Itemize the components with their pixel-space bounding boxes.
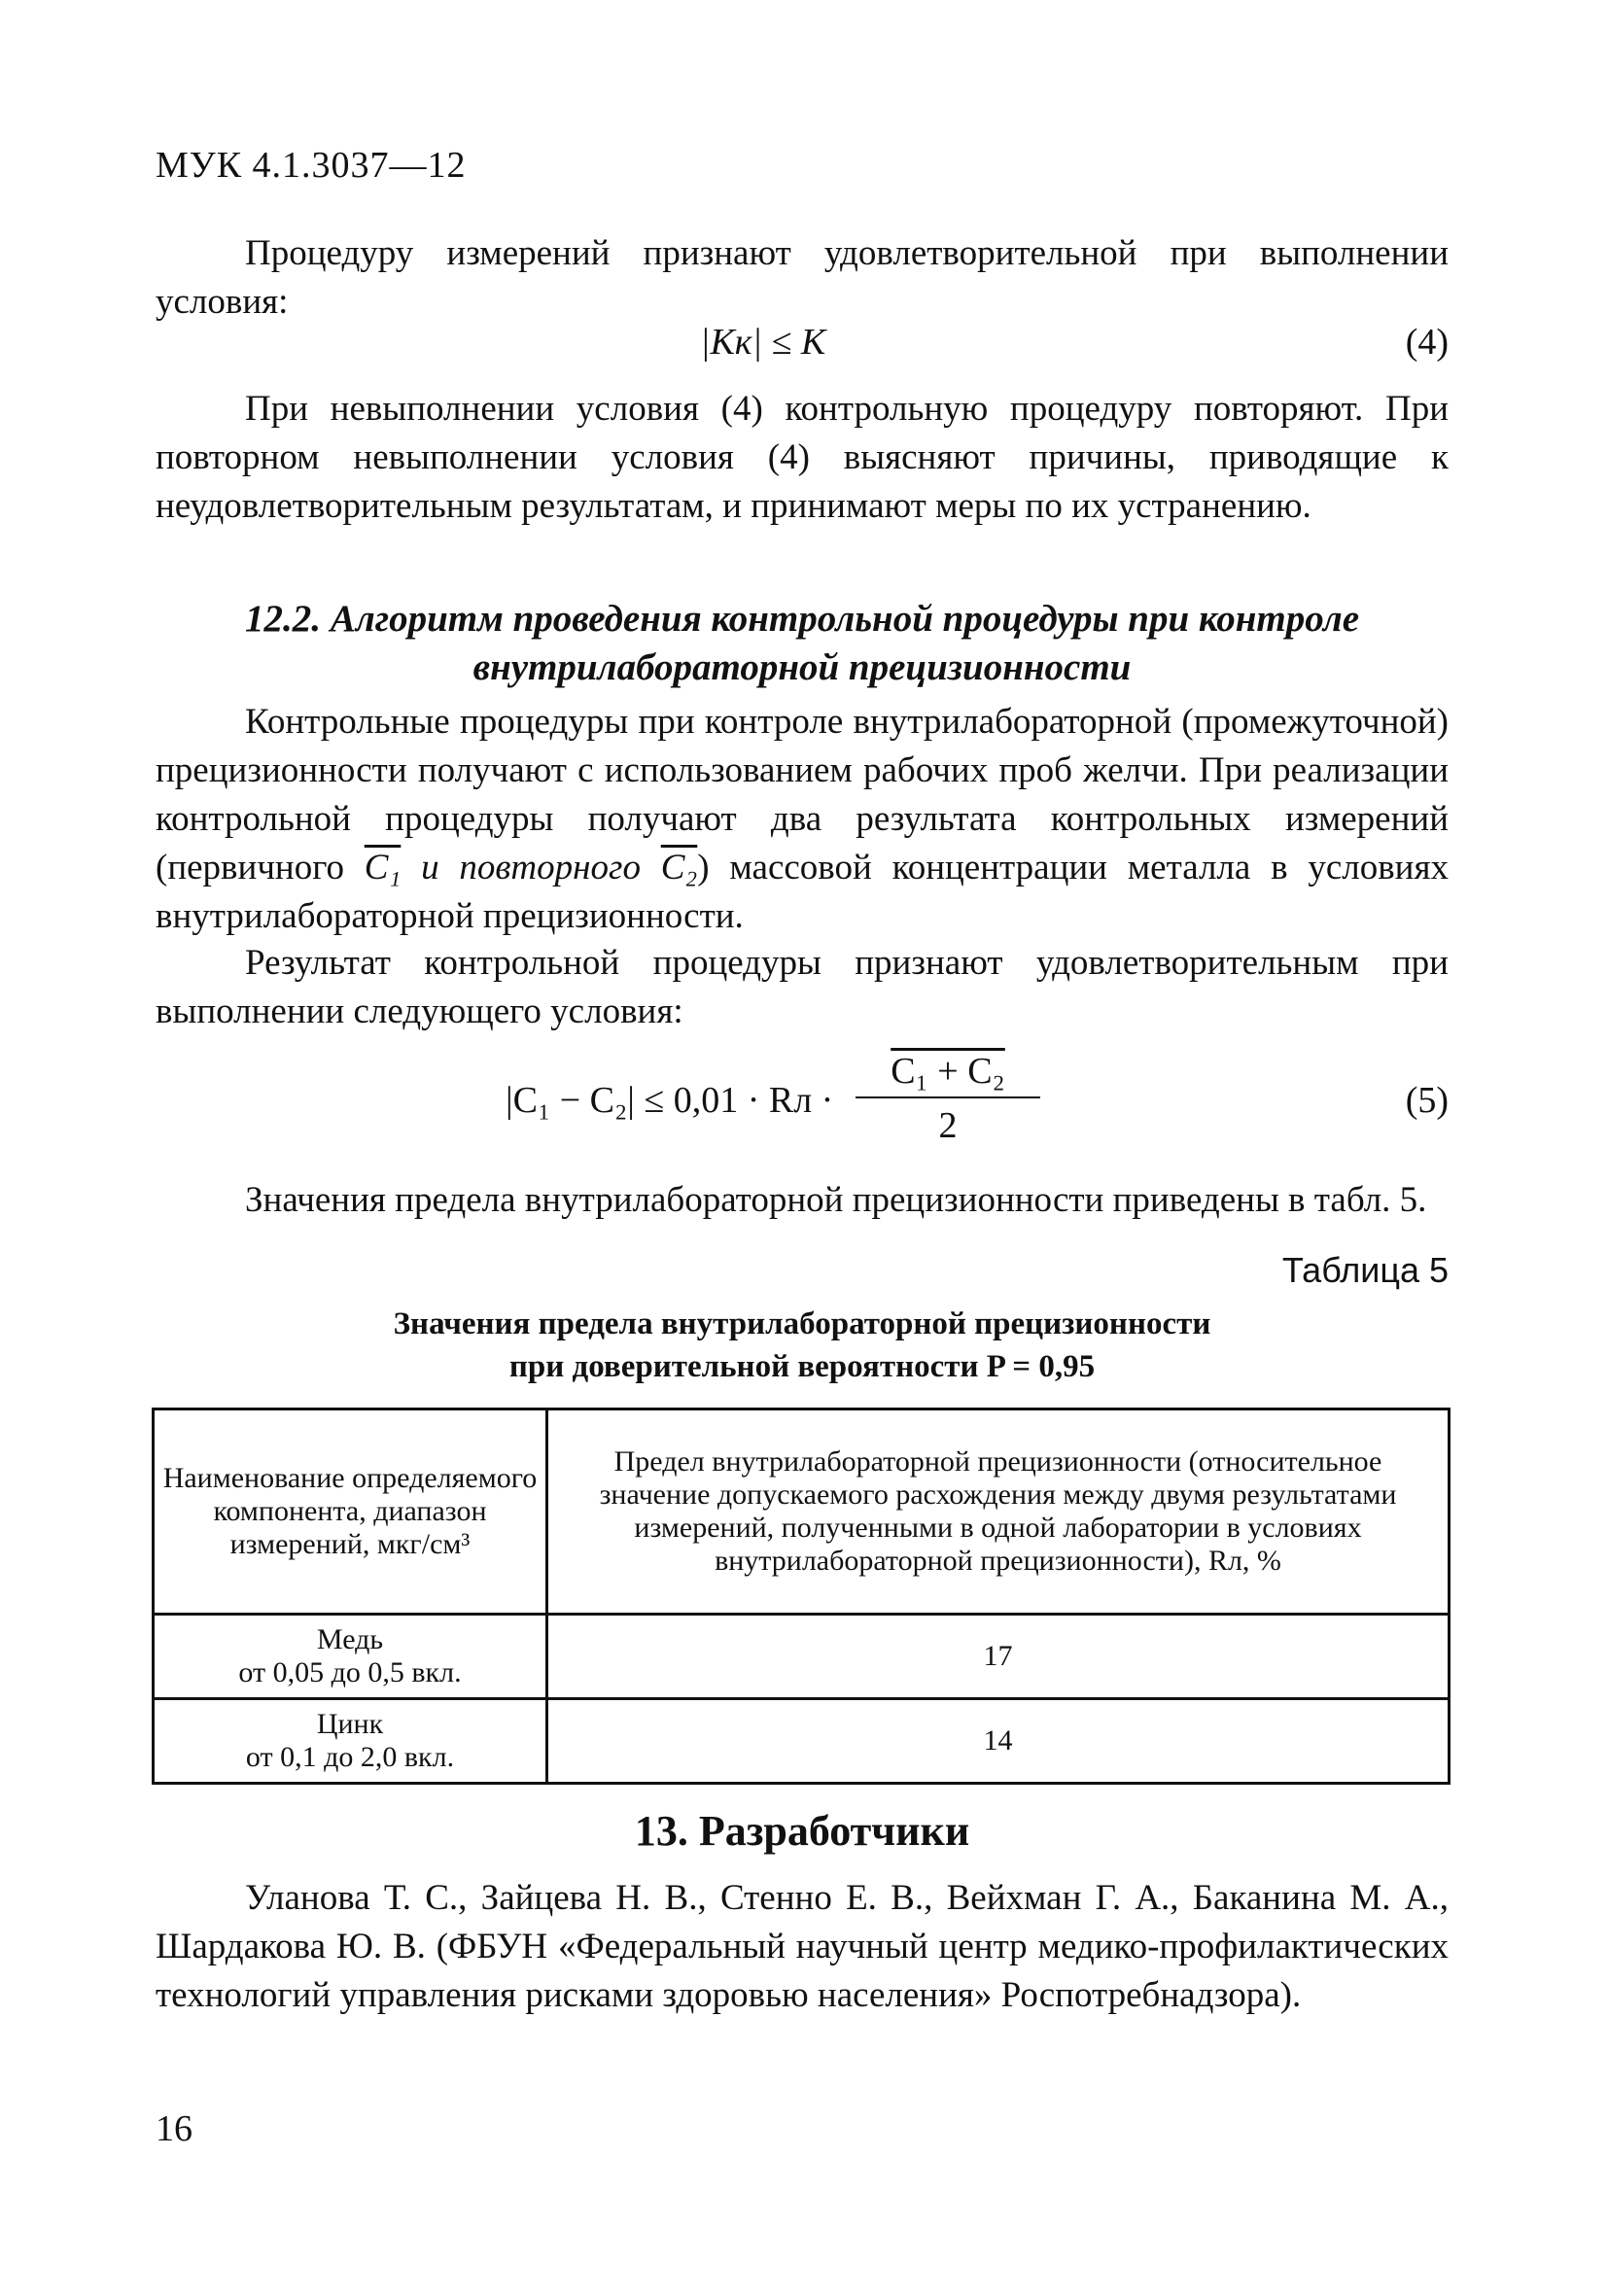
- precision-table: [152, 1408, 1451, 1785]
- section-13-title: 13. Разработчики: [634, 1807, 970, 1855]
- paragraph-control-procedures: [156, 698, 1449, 941]
- formula-5-denominator: 2: [938, 1105, 958, 1146]
- component-range: от 0,1 до 2,0 вкл.: [245, 1741, 455, 1773]
- component-range: от 0,05 до 0,5 вкл.: [238, 1656, 462, 1688]
- row-copper-value: 17: [547, 1615, 1450, 1699]
- table-row: [154, 1699, 1450, 1784]
- section-12-2-title: [156, 595, 1449, 692]
- c1-symbol: C₁: [364, 848, 402, 887]
- formula-4-number: (4): [1405, 322, 1449, 363]
- header-precision-limit: Предел внутрилабораторной прецизионности (относительное значение допускаемого расхождения между двумя результатами измерений, полученными в одной лаборатории в условиях внутрилабораторной прецизионности), Rл, %: [547, 1409, 1450, 1615]
- paragraph-condition-intro: Процедуру измерений признают удовлетворительной при выполнении условия:: [156, 233, 1449, 322]
- row-zinc-value: 14: [547, 1699, 1450, 1784]
- paragraph-table-reference: Значения предела внутрилабораторной прецизионности приведены в табл. 5.: [245, 1180, 1427, 1220]
- document-header: МУК 4.1.3037—12: [156, 145, 467, 186]
- formula-5-fraction: [856, 1050, 1040, 1147]
- header-component: Наименование определяемого компонента, диапазон измерений, мкг/см³: [154, 1409, 547, 1615]
- para3-part3: ) массовой концентрации металла в условиях внутрилабораторной прецизионности.: [156, 848, 1450, 936]
- component-name: Медь: [316, 1623, 384, 1655]
- row-zinc-name: [154, 1699, 547, 1784]
- para3-part2: и повторного: [421, 848, 641, 887]
- formula-5: [156, 1050, 1449, 1166]
- section-12-2-line2: внутрилабораторной прецизионности: [472, 646, 1132, 688]
- formula-4: [156, 321, 1449, 375]
- table-header-row: [154, 1409, 1450, 1615]
- c2-symbol: C₂: [660, 848, 698, 887]
- paragraph-result-condition: Результат контрольной процедуры признают удовлетворительным при выполнении следующего условия:: [156, 943, 1449, 1031]
- table-title-line1: Значения предела внутрилабораторной прецизионности: [393, 1306, 1211, 1341]
- formula-5-number: (5): [1405, 1080, 1449, 1121]
- table-title: [156, 1303, 1449, 1388]
- row-copper-name: [154, 1615, 547, 1699]
- page-number: 16: [156, 2108, 192, 2149]
- table-label: Таблица 5: [1281, 1250, 1449, 1290]
- para3-part1: Контрольные процедуры при контроле внутрилабораторной (промежуточной) прецизионности получают с использованием рабочих проб желчи. При реализации контрольной процедуры получают два результата контрольных измерений (первичного: [156, 702, 1449, 887]
- component-name: Цинк: [316, 1708, 384, 1740]
- section-12-2-line1: 12.2. Алгоритм проведения контрольной процедуры при контроле: [244, 598, 1360, 640]
- formula-5-lhs: |C₁ − C₂| ≤ 0,01 · Rл ·: [506, 1080, 834, 1121]
- formula-5-numerator: C₁ + C₂: [856, 1050, 1040, 1098]
- formula-4-expression: |Kк| ≤ K: [700, 322, 826, 363]
- paragraph-repeat-procedure: При невыполнении условия (4) контрольную процедуру повторяют. При повторном невыполнении условия (4) выясняют причины, приводящие к неудовлетворительным результатам, и принимают меры по их устранению.: [156, 389, 1449, 526]
- table-title-line2: при доверительной вероятности P = 0,95: [508, 1349, 1096, 1384]
- paragraph-developers: Уланова Т. С., Зайцева Н. В., Стенно Е. В., Вейхман Г. А., Баканина М. А., Шардакова Ю. В. (ФБУН «Федеральный научный центр медико-профилактических технологий управления рисками здоровью населения» Роспотребнадзора).: [156, 1878, 1449, 2015]
- table-row: [154, 1615, 1450, 1699]
